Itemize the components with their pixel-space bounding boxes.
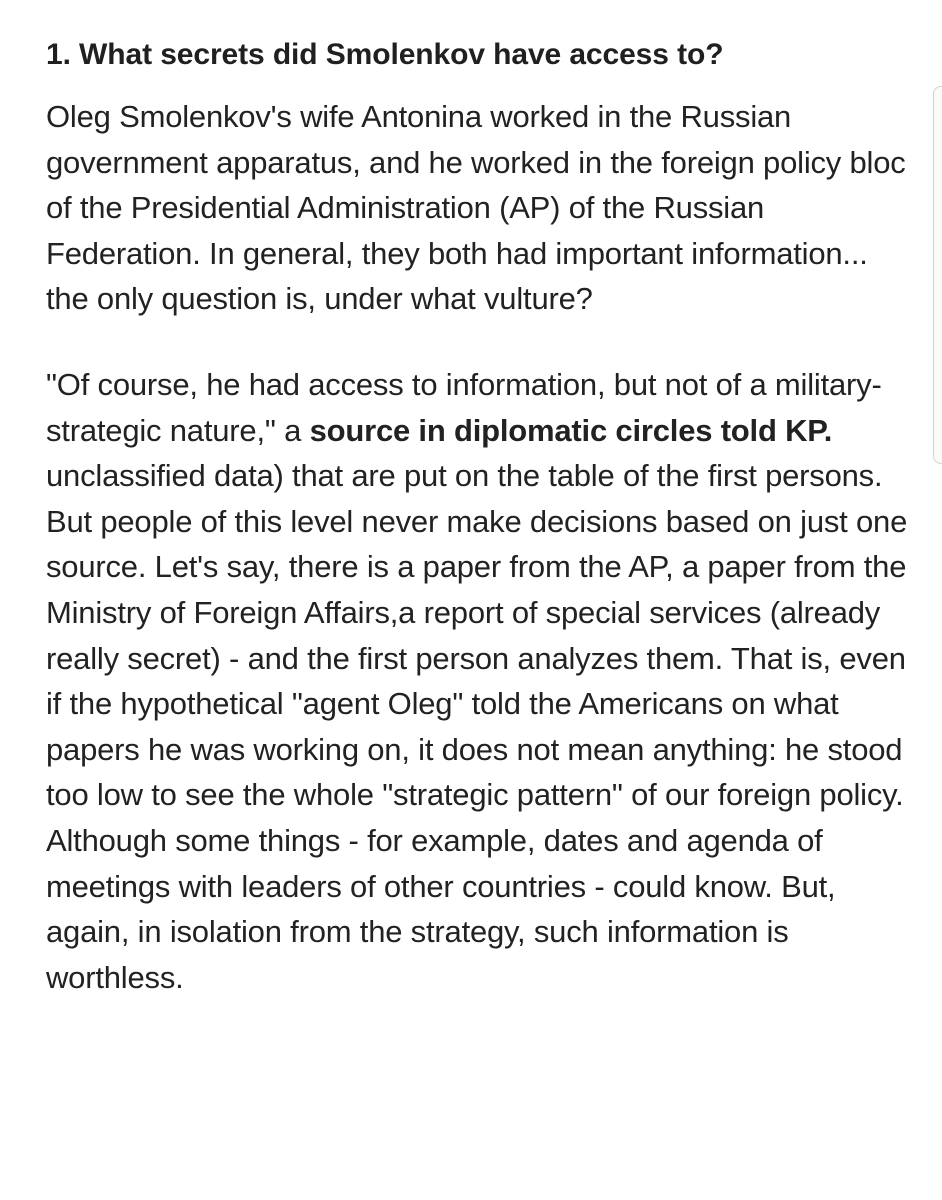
paragraph-2 [46, 362, 908, 1000]
paragraph-2-text-end: unclassified data) that are put on the table of the first persons. But people of this level never make decisions based on just one source. Let's say, there is a paper from the AP, a paper from the Ministry of Foreign Affairs,a report of special services (already really secret) - and the first person analyzes them. That is, even if the hypothetical "agent Oleg" told the Americans on what papers he was working on, it does not mean anything: he stood too low to see the whole "strategic pattern" of our foreign policy. Although some things - for example, dates and agenda of meetings with leaders of other countries - could know. But, again, in isolation from the strategy, such information is worthless. [46, 458, 908, 995]
source-highlight: source in diplomatic circles told KP. [309, 412, 833, 448]
paragraph-2-text-start: "Of course, he had access to information, but not of a military-strategic nature," a [46, 366, 882, 448]
paragraph-1: Oleg Smolenkov's wife Antonina worked in the Russian government apparatus, and he worked in the foreign policy bloc of the Presidential Administration (AP) of the Russian Federation. In general, they both had important information... the only question is, under what vulture? [46, 99, 906, 317]
section-heading: 1. What secrets did Smolenkov have access to? [46, 38, 724, 71]
scrollbar-handle[interactable] [933, 86, 942, 464]
article-body [46, 26, 908, 1000]
